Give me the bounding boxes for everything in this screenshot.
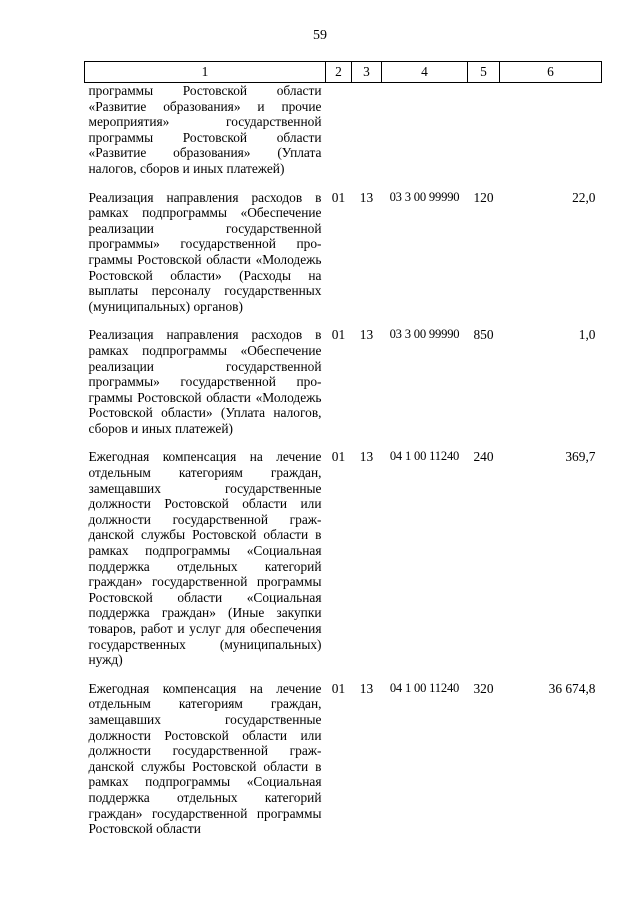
column-header-4: 4 (382, 62, 468, 83)
expense-type-code: 240 (473, 449, 494, 465)
column-header-2: 2 (326, 62, 352, 83)
target-article-code: 04 1 00 11240 (389, 680, 460, 695)
expense-type-code: 850 (473, 327, 494, 343)
subsection-code (352, 83, 382, 179)
amount (500, 83, 602, 179)
column-header-6: 6 (500, 62, 602, 83)
table-row (85, 670, 602, 839)
table-header-row (85, 62, 602, 83)
target-article-code (382, 83, 468, 179)
target-article-code: 04 1 00 11240 (389, 449, 460, 464)
column-header-1: 1 (85, 62, 326, 83)
target-article-code: 03 3 00 99990 (389, 327, 460, 342)
amount: 1,0 (578, 327, 596, 343)
column-header-3: 3 (352, 62, 382, 83)
subsection-code: 13 (359, 680, 374, 696)
section-code (326, 83, 352, 179)
section-code: 01 (331, 680, 346, 696)
budget-table (84, 61, 602, 839)
table-row (85, 438, 602, 669)
section-code: 01 (331, 449, 346, 465)
page-number: 59 (313, 28, 327, 43)
table-row (85, 316, 602, 438)
section-code: 01 (331, 189, 346, 205)
subsection-code: 13 (359, 449, 374, 465)
subsection-code: 13 (359, 327, 374, 343)
subsection-code: 13 (359, 189, 374, 205)
section-code: 01 (331, 327, 346, 343)
amount: 22,0 (572, 189, 596, 205)
expense-name: Ежегодная компенсация на лечение отдельным категориям граждан, замещавших государственные должности Ростовской области или должности государственной гражданской службы Ростовской области в рамках подпрограммы «Социальная поддержка отдельных категорий граждан» государственной программы Ростовской области «Социальная поддержка граждан» (Иные закупки товаров, работ и услуг для обеспечения государственных (муниципальных) нужд) (88, 449, 322, 668)
expense-name: программы Ростовской области «Развитие образования» и прочие мероприятия» государственной программы Ростовской области «Развитие образования» (Уплата налогов, сборов и иных платежей) (88, 83, 322, 176)
amount: 36 674,8 (548, 680, 596, 696)
expense-name: Реализация направления расходов в рамках подпрограммы «Обеспечение реализации государственной программы» государственной программы Ростовской области «Молодежь Ростовской области» (Расходы на выплаты персоналу государственных (муниципальных) органов) (88, 189, 322, 314)
expense-type-code (468, 83, 500, 179)
expense-type-code: 120 (473, 189, 494, 205)
table-row (85, 83, 602, 179)
expense-name: Ежегодная компенсация на лечение отдельным категориям граждан, замещавших государственные должности Ростовской области или должности государственной гражданской службы Ростовской области в рамках подпрограммы «Социальная поддержка отдельных категорий граждан» государственной программы Ростовской области (88, 680, 322, 837)
amount: 369,7 (565, 449, 596, 465)
table-row (85, 179, 602, 317)
expense-name: Реализация направления расходов в рамках подпрограммы «Обеспечение реализации государственной программы» государственной программы Ростовской области «Молодежь Ростовской области» (Уплата налогов, сборов и иных платежей) (88, 327, 322, 436)
expense-type-code: 320 (473, 680, 494, 696)
column-header-5: 5 (468, 62, 500, 83)
target-article-code: 03 3 00 99990 (389, 189, 460, 204)
